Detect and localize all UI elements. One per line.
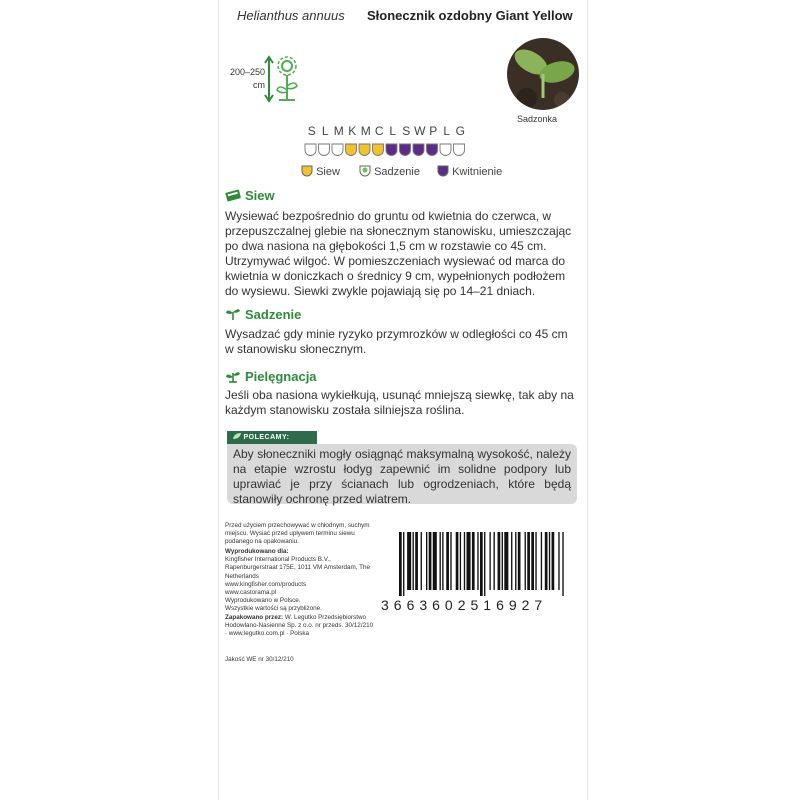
planting-title: Sadzenie bbox=[245, 307, 302, 322]
month-label: S bbox=[307, 124, 316, 138]
height-label bbox=[223, 66, 265, 92]
month-drop-empty bbox=[440, 144, 451, 156]
latin-name: Helianthus annuus bbox=[237, 8, 345, 23]
height-unit: cm bbox=[253, 80, 265, 90]
legend-bloom-label: Kwitnienie bbox=[452, 166, 503, 178]
legend-sow-label: Siew bbox=[316, 166, 340, 178]
recommend-tag-label: POLECAMY: bbox=[243, 434, 290, 441]
barcode-bar bbox=[413, 532, 414, 590]
barcode-bar bbox=[403, 532, 404, 596]
barcode-bar bbox=[426, 532, 427, 590]
legend-bloom bbox=[437, 165, 502, 178]
plant-drop-icon bbox=[359, 165, 371, 177]
barcode-bar bbox=[545, 532, 548, 590]
barcode-bar bbox=[562, 532, 563, 596]
barcode-bar bbox=[446, 532, 449, 590]
storage-note: Przed użyciem przechowywać w chłodnym, suchym miejscu. Wysiać przed upływem terminu siewu podanego na opakowaniu. bbox=[225, 522, 370, 546]
sow-drop-icon bbox=[301, 165, 313, 177]
seedling-photo bbox=[507, 38, 579, 110]
month-label: S bbox=[402, 124, 411, 138]
seed-packet-icon bbox=[225, 188, 241, 202]
month-drop-empty bbox=[319, 144, 330, 156]
sowing-title: Siew bbox=[245, 188, 275, 203]
height-range: 200–250 bbox=[229, 67, 265, 77]
barcode bbox=[399, 532, 581, 596]
barcode-bar bbox=[407, 532, 411, 590]
month-label: W bbox=[414, 124, 426, 138]
barcode-bar bbox=[552, 532, 555, 590]
barcode-bar bbox=[460, 532, 461, 590]
leaf-icon bbox=[233, 433, 241, 440]
packed-by-label: Zapakowano przez: bbox=[225, 613, 284, 621]
barcode-bar bbox=[415, 532, 418, 590]
barcode-bar bbox=[484, 532, 485, 596]
url-castorama: www.castorama.pl bbox=[225, 589, 277, 597]
legend-sow bbox=[301, 165, 340, 178]
legend-plant-label: Sadzenie bbox=[374, 166, 420, 178]
barcode-bar bbox=[440, 532, 441, 590]
sowing-text: Wysiewać bezpośrednio do gruntu od kwietnia do czerwca, w przepuszczalnej glebie na słonecznym stanowisku, umieszczając po dwa nasiona na głębokości 1,5 cm w rozstawie co 45 cm. Utrzymywać wilgoć. W pomieszczeniach wysiewać od marca do kwietnia w doniczkach o średnicy 9 cm, wypełnionych podłożem do wysiewu. Siewki zwykle pojawiają się po 14–21 dniach. bbox=[225, 209, 572, 298]
seedling-caption: Sadzonka bbox=[517, 114, 558, 124]
packed-for-label: Wyprodukowano dla: bbox=[225, 548, 289, 555]
barcode-bar bbox=[502, 532, 503, 590]
manufacturer-block bbox=[225, 548, 375, 638]
barcode-bar bbox=[558, 532, 559, 590]
care-text: Jeśli oba nasiona wykiełkują, usunąć mniejszą siewkę, tak aby na każdym stanowisku została silniejsza roślina. bbox=[225, 388, 574, 417]
barcode-bar bbox=[442, 532, 443, 590]
month-drop-sow bbox=[373, 144, 384, 156]
month-drop-empty bbox=[332, 144, 343, 156]
month-drop-bloom bbox=[400, 144, 411, 156]
legend-plant bbox=[359, 165, 420, 178]
month-drop-bloom bbox=[386, 144, 397, 156]
month-label: M bbox=[333, 124, 344, 138]
barcode-bar bbox=[518, 532, 521, 590]
month-label: M bbox=[360, 124, 371, 138]
packed-by: W. Legutko Przedsiębiorstwo Hodowlano-Nasienne Sp. z o.o. nr przeds. 30/12/210 · www.legutko.com.pl · Polska bbox=[225, 613, 374, 638]
month-label: C bbox=[374, 124, 384, 138]
barcode-bar bbox=[498, 532, 501, 590]
barcode-bar bbox=[421, 532, 422, 590]
barcode-number: 3663602516927 bbox=[381, 597, 548, 613]
barcode-bar bbox=[541, 532, 542, 590]
barcode-bar bbox=[549, 532, 550, 590]
recommend-tag bbox=[227, 431, 317, 444]
month-drop-sow bbox=[359, 144, 370, 156]
barcode-bar bbox=[399, 532, 402, 596]
barcode-bar bbox=[527, 532, 530, 590]
barcode-bar bbox=[472, 532, 475, 590]
barcode-bar bbox=[467, 532, 471, 590]
barcode-bar bbox=[504, 532, 508, 590]
barcode-bar bbox=[494, 532, 495, 590]
barcode-bar bbox=[531, 532, 534, 590]
barcode-bar bbox=[429, 532, 432, 590]
barcode-bar bbox=[511, 532, 512, 590]
month-label: K bbox=[348, 124, 357, 138]
barcode-bar bbox=[525, 532, 526, 590]
made-in: Wyprodukowano w Polsce. bbox=[225, 597, 301, 605]
planting-text: Wysadzać gdy minie ryzyko przymrozków w odległości co 45 cm w stanowisku słonecznym. bbox=[225, 327, 568, 356]
sprout-icon bbox=[225, 307, 241, 321]
month-drop-empty bbox=[454, 144, 465, 156]
month-drop-sow bbox=[346, 144, 357, 156]
month-row bbox=[305, 124, 505, 138]
month-label: L bbox=[389, 124, 397, 138]
month-label: L bbox=[321, 124, 329, 138]
calendar-drops bbox=[304, 143, 474, 157]
barcode-bar bbox=[464, 532, 465, 590]
care-plant-icon bbox=[225, 369, 241, 383]
barcode-bar bbox=[515, 532, 516, 590]
barcode-bar bbox=[489, 532, 490, 590]
month-drop-empty bbox=[305, 144, 316, 156]
month-label: L bbox=[443, 124, 451, 138]
recommend-text: Aby słoneczniki mogły osiągnąć maksymalną wysokość, należy na etapie wzrostu łodyg zapewnić im solidne podpory lub uprawiać je przy ścianach lub ogrodzeniach, które będą stanowiły ochronę przed wiatrem. bbox=[233, 447, 571, 506]
quality-note: Jakość WE nr 30/12/210 bbox=[225, 656, 294, 663]
barcode-bar bbox=[480, 532, 483, 596]
barcode-bar bbox=[477, 532, 478, 590]
url-kingfisher: www.kingfisher.com/products bbox=[225, 580, 307, 588]
month-drop-bloom bbox=[413, 144, 424, 156]
bloom-drop-icon bbox=[437, 165, 449, 177]
barcode-bar bbox=[450, 532, 451, 590]
barcode-bar bbox=[433, 532, 437, 590]
barcode-bar bbox=[456, 532, 459, 590]
care-title: Pielęgnacja bbox=[245, 369, 317, 384]
product-name: Słonecznik ozdobny Giant Yellow bbox=[367, 8, 573, 23]
month-label: P bbox=[429, 124, 438, 138]
approx-note: Wszystkie wartości są przybliżone. bbox=[225, 605, 322, 613]
month-drop-bloom bbox=[427, 144, 438, 156]
barcode-bar bbox=[535, 532, 536, 590]
plant-height-icon bbox=[263, 54, 303, 104]
month-label: G bbox=[455, 124, 465, 138]
packed-for-address: Kingfisher International Products B.V., Rapenburgerstraat 175E, 1011 VM Amsterdam, The Netherlands bbox=[225, 556, 371, 580]
recommend-box bbox=[227, 444, 577, 504]
seed-packet-back bbox=[218, 0, 588, 800]
